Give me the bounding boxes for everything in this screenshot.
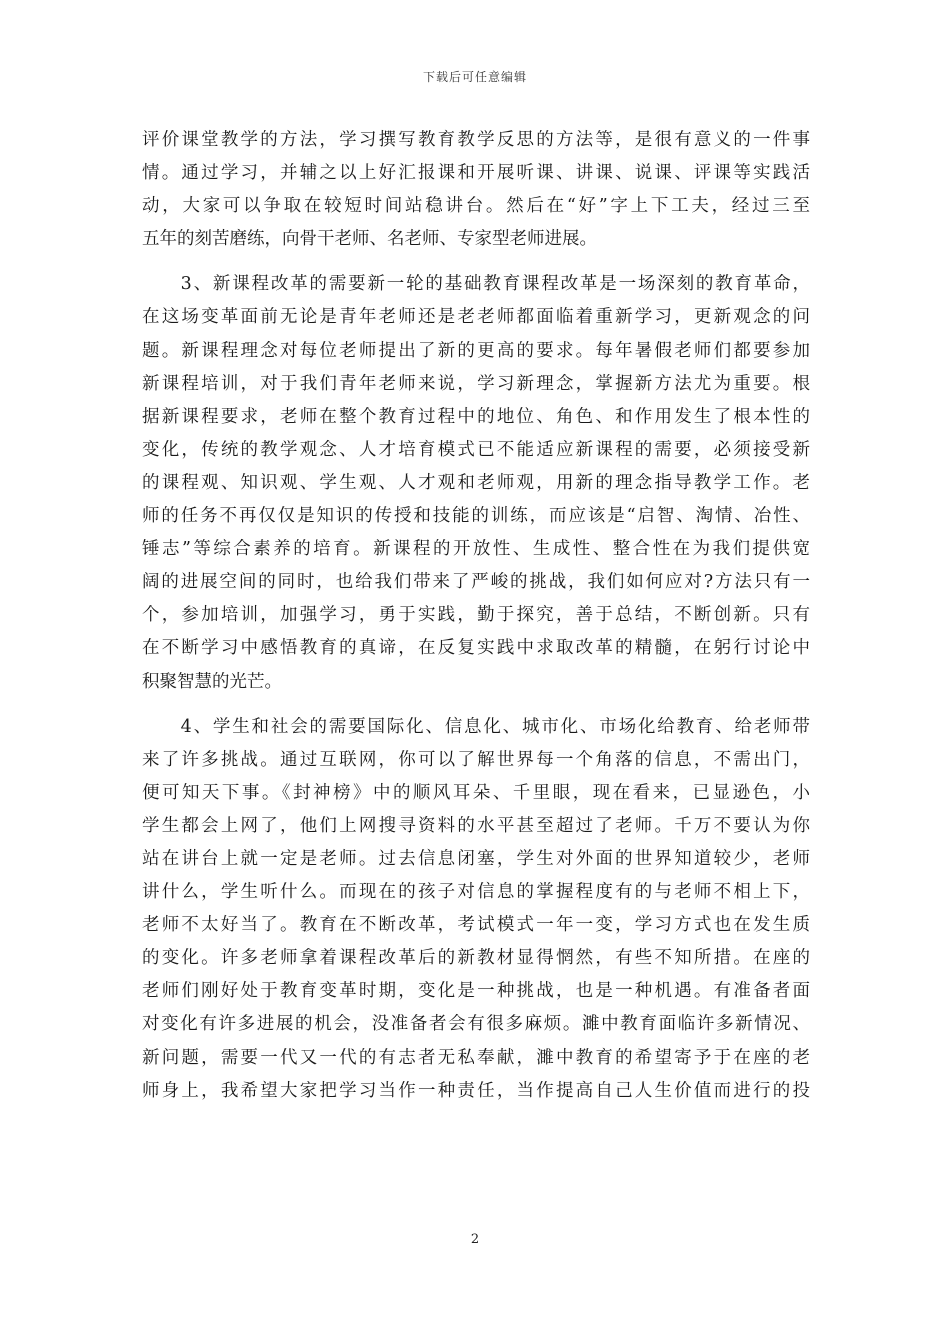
text-line: 在这场变革面前无论是青年老师还是老老师都面临着重新学习，更新观念的问 bbox=[142, 307, 810, 328]
text-line: 学生都会上网了，他们上网搜寻资料的水平甚至超过了老师。千万不要认为你 bbox=[142, 815, 810, 836]
text-line: 新课程培训，对于我们青年老师来说，学习新理念，掌握新方法尤为重要。根 bbox=[142, 373, 810, 394]
text-line: 据新课程要求，老师在整个教育过程中的地位、角色、和作用发生了根本性的 bbox=[142, 406, 810, 427]
text-line: 在不断学习中感悟教育的真谛，在反复实践中求取改革的精髓，在躬行讨论中 bbox=[142, 638, 810, 659]
text-line: 题。新课程理念对每位老师提出了新的更高的要求。每年暑假老师们都要参加 bbox=[142, 340, 810, 361]
text-line: 4、学生和社会的需要国际化、信息化、城市化、市场化给教育、给老师带 bbox=[142, 716, 810, 737]
text-line: 的课程观、知识观、学生观、人才观和老师观，用新的理念指导教学工作。老 bbox=[142, 472, 810, 493]
document-body bbox=[142, 124, 810, 1108]
text-line: 对变化有许多进展的机会，没准备者会有很多麻烦。濉中教育面临许多新情况、 bbox=[142, 1014, 810, 1035]
text-line: 师身上，我希望大家把学习当作一种责任，当作提高自己人生价值而进行的投 bbox=[142, 1080, 810, 1101]
text-line: 动，大家可以争取在较短时间站稳讲台。然后在“好”字上下工夫，经过三至 bbox=[142, 196, 810, 217]
page-number: 2 bbox=[470, 1232, 480, 1247]
text-line: 讲什么，学生听什么。而现在的孩子对信息的掌握程度有的与老师不相上下， bbox=[142, 882, 810, 903]
text-line: 阔的进展空间的同时，也给我们带来了严峻的挑战，我们如何应对?方法只有一 bbox=[142, 572, 810, 593]
text-line: 新问题，需要一代又一代的有志者无私奉献，濉中教育的希望寄予于在座的老 bbox=[142, 1047, 810, 1068]
text-line: 评价课堂教学的方法，学习撰写教育教学反思的方法等，是很有意义的一件事 bbox=[142, 130, 810, 150]
text-line: 锤志”等综合素养的培育。新课程的开放性、生成性、整合性在为我们提供宽 bbox=[142, 539, 810, 560]
text-line: 3、新课程改革的需要新一轮的基础教育课程改革是一场深刻的教育革命， bbox=[142, 274, 810, 295]
text-line: 个，参加培训，加强学习，勇于实践，勤于探究，善于总结，不断创新。只有 bbox=[142, 605, 810, 626]
paragraph bbox=[142, 711, 810, 1108]
paragraph-gap bbox=[142, 256, 810, 268]
text-line: 情。通过学习，并辅之以上好汇报课和开展听课、讲课、说课、评课等实践活 bbox=[142, 163, 810, 184]
text-line: 积聚智慧的光芒。 bbox=[142, 671, 282, 692]
text-line: 变化，传统的教学观念、人才培育模式已不能适应新课程的需要，必须接受新 bbox=[142, 439, 810, 460]
paragraph-gap bbox=[142, 699, 810, 711]
text-line: 老师不太好当了。教育在不断改革，考试模式一年一变，学习方式也在发生质 bbox=[142, 915, 810, 936]
text-line: 老师们刚好处于教育变革时期，变化是一种挑战，也是一种机遇。有准备者面 bbox=[142, 981, 810, 1002]
text-line: 站在讲台上就一定是老师。过去信息闭塞，学生对外面的世界知道较少，老师 bbox=[142, 848, 810, 869]
text-line: 便可知天下事。《封神榜》中的顺风耳朵、千里眼，现在看来，已显逊色，小 bbox=[142, 782, 810, 803]
text-line: 师的任务不再仅仅是知识的传授和技能的训练，而应该是“启智、淘情、冶性、 bbox=[142, 506, 810, 527]
paragraph bbox=[142, 124, 810, 256]
text-line: 来了许多挑战。通过互联网，你可以了解世界每一个角落的信息，不需出门， bbox=[142, 749, 810, 770]
paragraph bbox=[142, 268, 810, 698]
text-line: 的变化。许多老师拿着课程改革后的新教材显得惘然，有些不知所措。在座的 bbox=[142, 948, 810, 969]
page-header: 下载后可任意编辑 bbox=[422, 70, 527, 84]
text-line: 五年的刻苦磨练，向骨干老师、名老师、专家型老师进展。 bbox=[142, 229, 597, 250]
